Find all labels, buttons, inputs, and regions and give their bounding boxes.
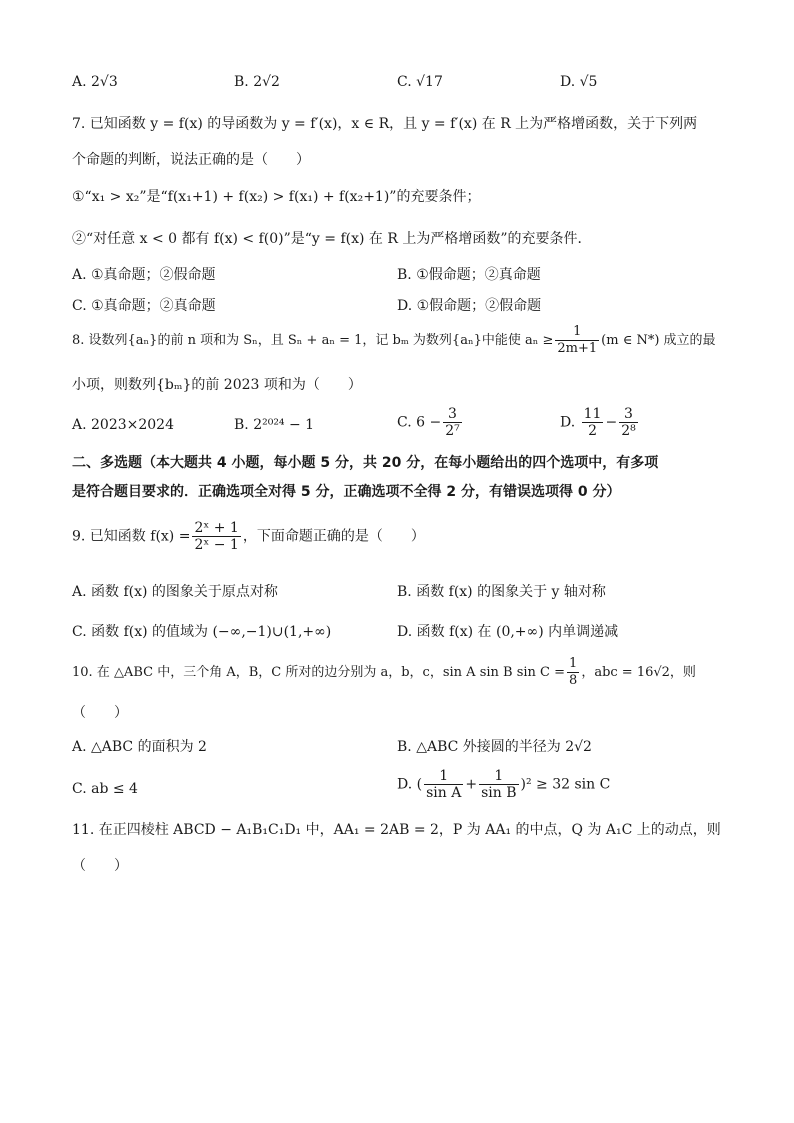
q8-option-d-fraction-2	[619, 406, 638, 439]
q7-option-a: A. ①真命题；②假命题	[72, 267, 216, 283]
q6-option-a: A. 2√3	[72, 74, 118, 90]
q8-option-c-pre: C. 6 −	[397, 414, 442, 431]
q10-option-d-den1: sin A	[426, 785, 462, 801]
q9-frac-num: 2ˣ + 1	[194, 520, 239, 536]
q10-option-d	[397, 768, 610, 801]
q8-frac-den: 2m+1	[557, 341, 598, 356]
q8-stem-line1	[72, 324, 716, 357]
q8-option-d-pre: D.	[560, 414, 580, 431]
q8-option-d-fraction-1	[582, 406, 604, 439]
q9-fraction	[192, 520, 240, 553]
q9-option-c: C. 函数 f(x) 的值域为 (−∞,−1)∪(1,+∞)	[72, 624, 332, 640]
q10-option-d-den2: sin B	[481, 785, 517, 801]
q11-stem-line1: 11. 在正四棱柱 ABCD − A₁B₁C₁D₁ 中，AA₁ = 2AB = 2，P 为 AA₁ 的中点，Q 为 A₁C 上的动点，则	[72, 822, 721, 838]
q10-stem-line2: （ ）	[72, 705, 128, 721]
q7-statement-2: ②“对任意 x < 0 都有 f(x) < f(0)”是“y = f(x) 在 R 上为严格增函数”的充要条件．	[72, 231, 592, 247]
q10-frac-den: 8	[569, 673, 578, 688]
q6-option-d: D. √5	[560, 74, 598, 90]
section2-heading-line2: 是符合题目要求的．正确选项全对得 5 分，正确选项不全得 2 分，有错误选项得 0 分）	[72, 484, 621, 500]
q8-option-d-num1: 11	[583, 406, 602, 422]
q7-option-b: B. ①假命题；②真命题	[397, 267, 541, 283]
q10-option-d-post: )² ≥ 32 sin C	[520, 776, 611, 793]
q10-stem-line1	[72, 656, 696, 689]
q10-option-d-pre: D. (	[397, 776, 423, 793]
q10-option-b: B. △ABC 外接圆的半径为 2√2	[397, 739, 592, 755]
q7-statement-1: ①“x₁ > x₂”是“f(x₁+1) + f(x₂) > f(x₁) + f(x₂+1)”的充要条件；	[72, 189, 481, 205]
q8-option-b: B. 2²⁰²⁴ − 1	[234, 417, 315, 433]
section2-heading-line1: 二、多选题（本大题共 4 小题，每小题 5 分，共 20 分，在每小题给出的四个选项中，有多项	[72, 455, 659, 471]
q10-option-d-fraction-2	[479, 768, 518, 801]
q10-frac-num: 1	[569, 656, 578, 671]
q8-option-d-den2: 2⁸	[621, 423, 636, 439]
q9-option-a: A. 函数 f(x) 的图象关于原点对称	[72, 584, 278, 600]
q7-option-d: D. ①假命题；②假命题	[397, 298, 542, 314]
q8-option-c-num: 3	[443, 406, 462, 423]
q7-option-c: C. ①真命题；②真命题	[72, 298, 216, 314]
q9-option-d: D. 函数 f(x) 在 (0,+∞) 内单调递减	[397, 624, 619, 640]
q8-option-d-num2: 3	[619, 406, 638, 423]
q9-stem	[72, 520, 425, 553]
q11-stem-line2: （ ）	[72, 858, 128, 874]
q8-option-c	[397, 406, 464, 439]
q8-stem-pre: 8. 设数列{aₙ}的前 n 项和为 Sₙ，且 Sₙ + aₙ = 1，记 bₘ 为数列{aₙ}中能使 aₙ ≥	[72, 333, 554, 348]
q7-stem-line2: 个命题的判断，说法正确的是（ ）	[72, 152, 310, 168]
q10-stem-post: ，abc = 16√2，则	[581, 665, 696, 680]
q10-stem-pre: 10. 在 △ABC 中，三个角 A，B，C 所对的边分别为 a，b，c，sin A sin B sin C =	[72, 665, 566, 680]
q7-stem-line1: 7. 已知函数 y = f(x) 的导函数为 y = f′(x)，x ∈ R，且 y = f′(x) 在 R 上为严格增函数，关于下列两	[72, 116, 698, 132]
q8-option-a: A. 2023×2024	[72, 417, 174, 433]
q9-stem-post: ，下面命题正确的是（ ）	[242, 528, 425, 545]
q10-option-d-num2: 1	[479, 768, 518, 785]
q9-stem-pre: 9. 已知函数 f(x) =	[72, 528, 191, 545]
q6-option-b: B. 2√2	[234, 74, 280, 90]
q8-stem-post: (m ∈ N*) 成立的最	[601, 333, 716, 348]
q10-option-c: C. ab ≤ 4	[72, 781, 138, 797]
q8-option-d	[560, 406, 640, 439]
q6-option-c: C. √17	[397, 74, 443, 90]
q10-option-a: A. △ABC 的面积为 2	[72, 739, 207, 755]
q10-option-d-fraction-1	[424, 768, 463, 801]
q9-option-b: B. 函数 f(x) 的图象关于 y 轴对称	[397, 584, 606, 600]
q8-option-d-minus: −	[605, 414, 618, 431]
q9-frac-den: 2ˣ − 1	[194, 537, 239, 553]
q8-option-c-fraction	[443, 406, 462, 439]
q10-option-d-plus: +	[465, 776, 478, 793]
q10-option-d-num1: 1	[424, 768, 463, 785]
q8-frac-num: 1	[555, 324, 599, 341]
q8-fraction	[555, 324, 599, 357]
q10-fraction	[567, 656, 579, 689]
q8-option-d-den1: 2	[588, 423, 598, 439]
q8-stem-line2: 小项，则数列{bₘ}的前 2023 项和为（ ）	[72, 377, 362, 393]
q8-option-c-den: 2⁷	[445, 423, 460, 439]
